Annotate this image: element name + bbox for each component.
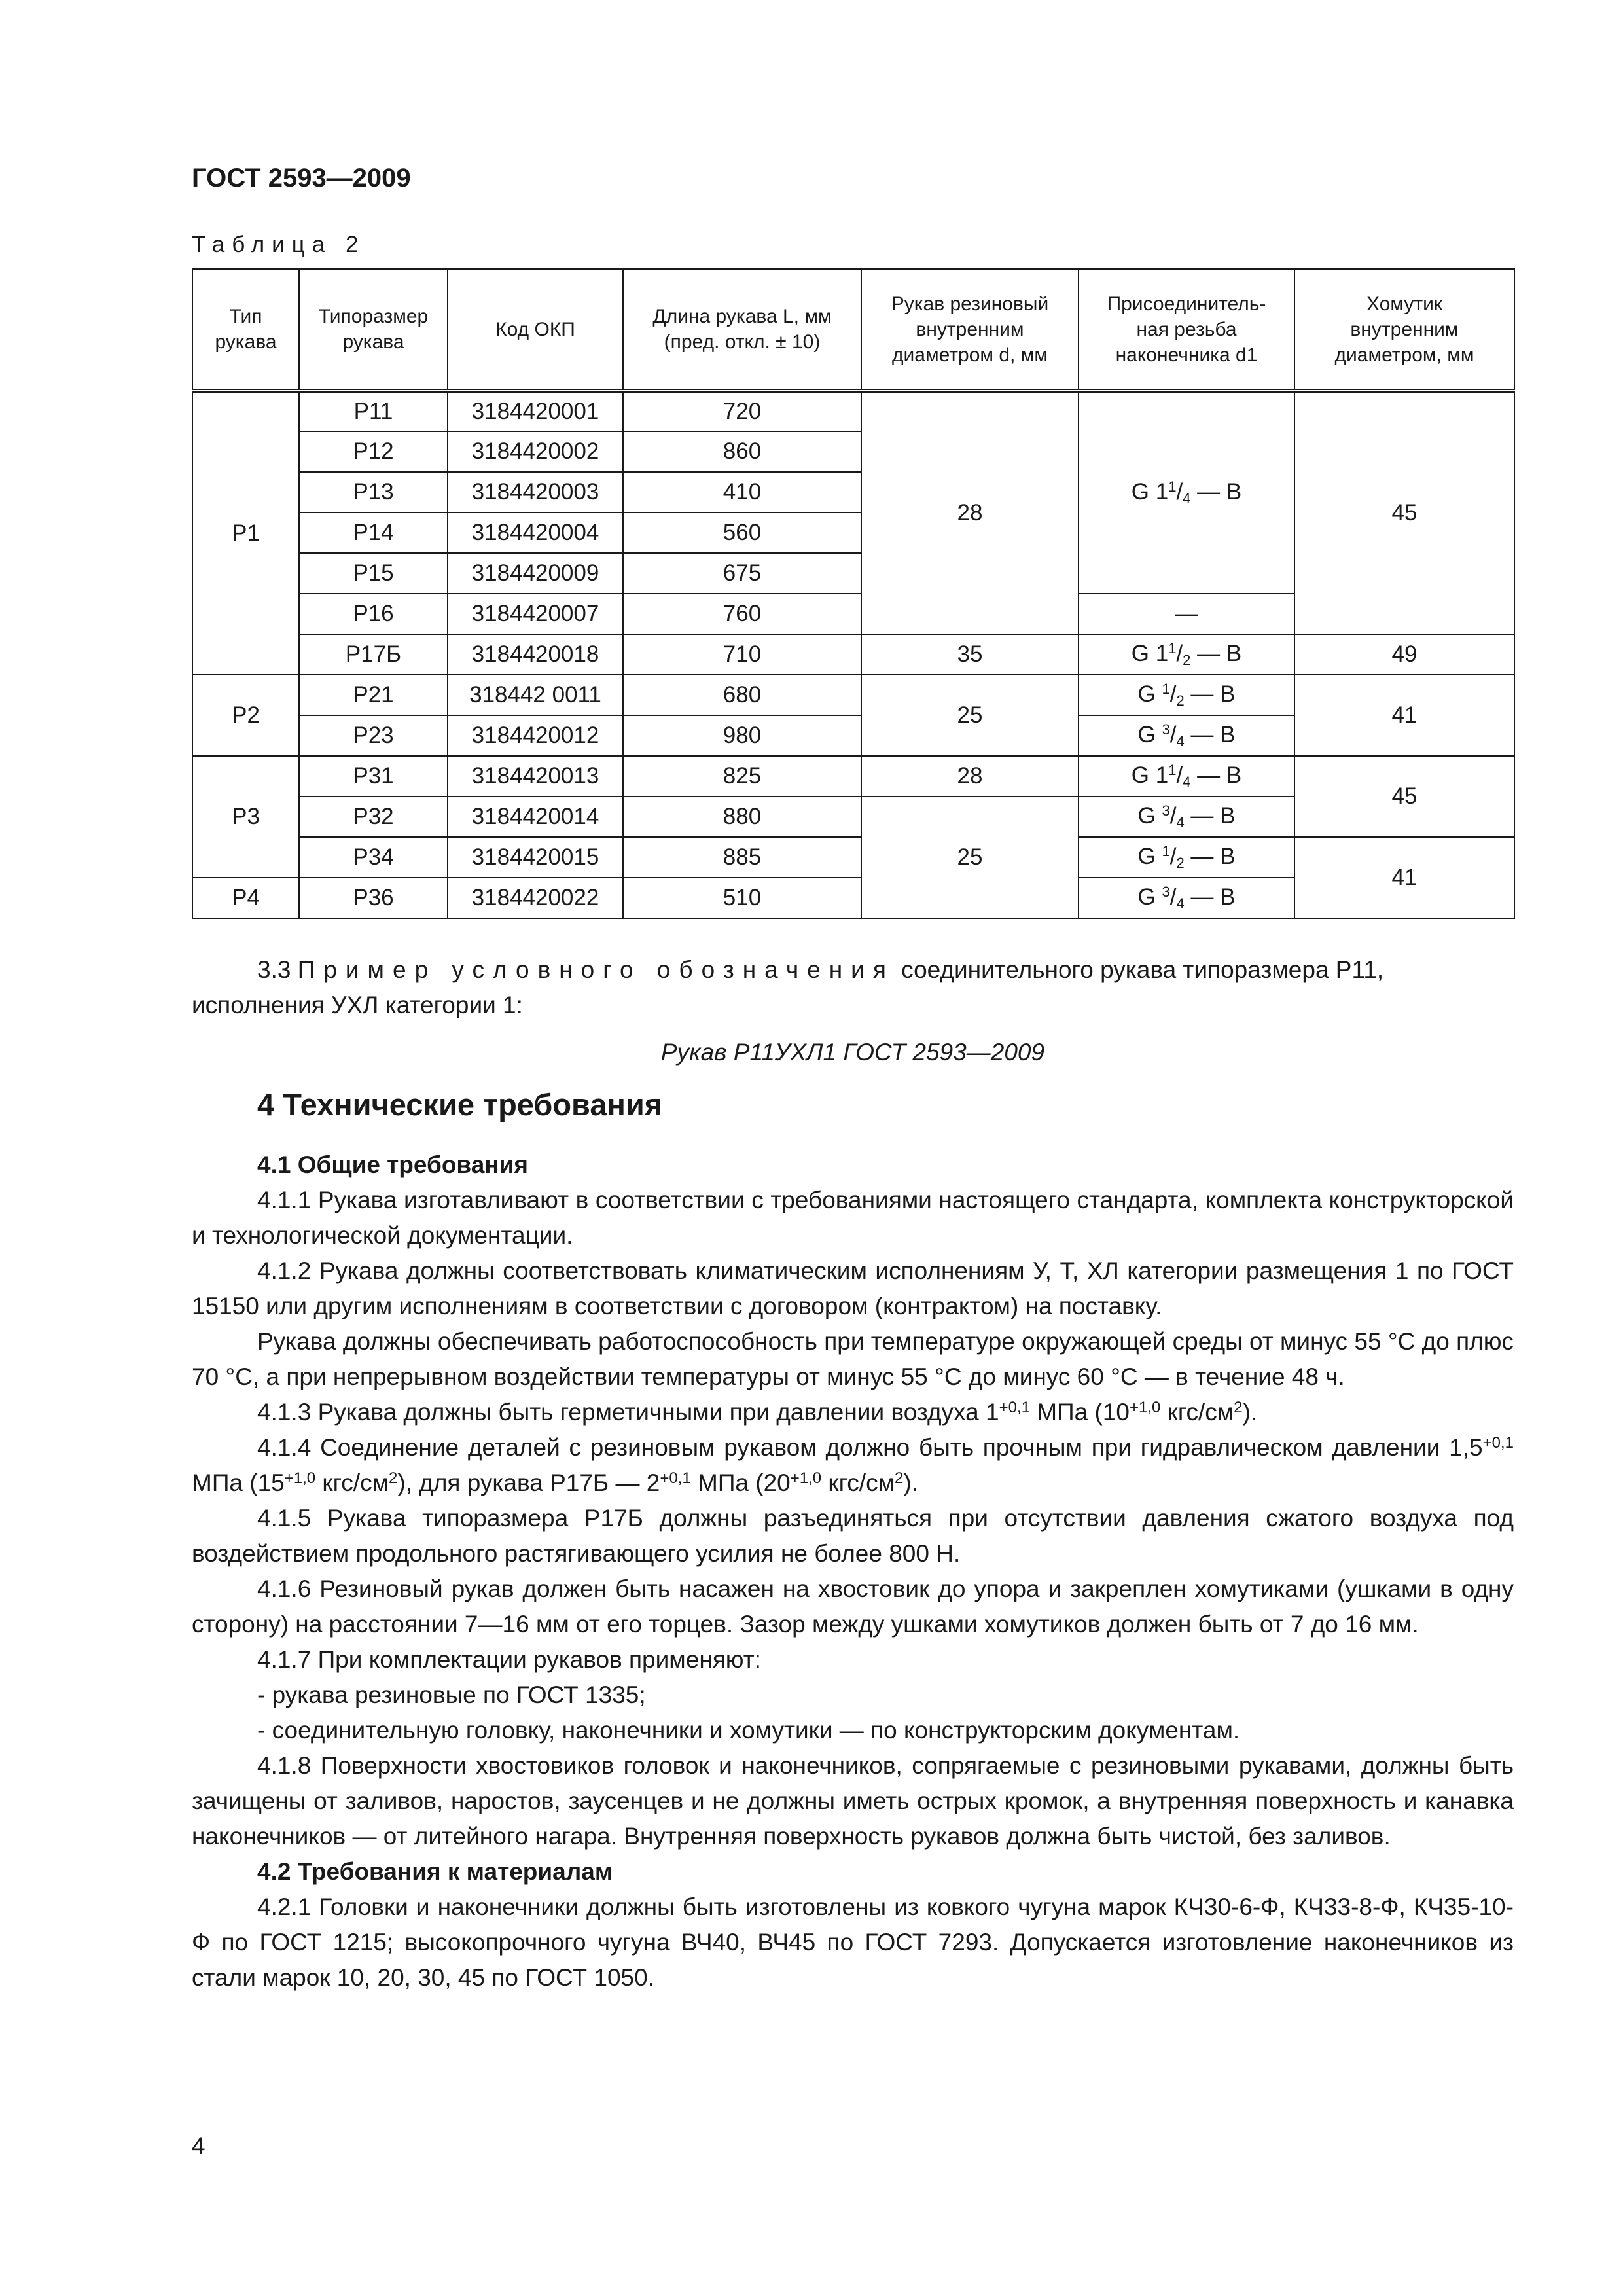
cell-clamp: 45	[1294, 756, 1514, 837]
cell-group: Р2	[192, 675, 299, 756]
cell-length: 880	[623, 797, 861, 837]
cell-thread: G $1^1/_4$ — B	[1079, 391, 1294, 594]
designation-example: Рукав Р11УХЛ1 ГОСТ 2593—2009	[660, 1039, 1045, 1066]
header-okp: Код ОКП	[448, 269, 623, 391]
paragraph: 4.1.7 При комплектации рукавов применяют:	[257, 1646, 761, 1673]
cell-size: Р32	[299, 797, 448, 837]
cell-okp: 3184420001	[448, 391, 623, 431]
cell-size: Р12	[299, 431, 448, 472]
cell-okp: 3184420007	[448, 594, 623, 634]
cell-size: Р11	[299, 391, 448, 431]
paragraph: 4.1.8 Поверхности хвостовиков головок и наконечников, сопрягаемые с резиновыми рукавами, должны быть зачищены от заливов, наростов, заусенцев и не должны иметь острых кромок, а внутренняя поверхность и канавка наконечников — от литейного нагара. Внутренняя поверхность рукавов должна быть чистой, без заливов.	[192, 1752, 1514, 1850]
cell-size: Р13	[299, 472, 448, 512]
cell-okp: 318442 0011	[448, 675, 623, 715]
section-3-3	[192, 952, 1514, 1066]
cell-length: 710	[623, 634, 861, 675]
cell-length: 675	[623, 553, 861, 594]
header-length: Длина рукава L, мм (пред. откл. ± 10)	[623, 269, 861, 391]
paragraph: 4.1.2 Рукава должны соответствовать климатическим исполнениям У, Т, ХЛ категории размещения 1 по ГОСТ 15150 или другим исполнениям в соответствии с договором (контрактом) на поставку.	[192, 1257, 1514, 1319]
header-hose: Рукав резиновый внутренним диаметром d, мм	[861, 269, 1079, 391]
cell-okp: 3184420004	[448, 512, 623, 553]
table-row	[192, 837, 1514, 878]
cell-size: Р31	[299, 756, 448, 797]
header-clamp: Хомутик внутренним диаметром, мм	[1294, 269, 1514, 391]
cell-group: Р1	[192, 391, 299, 675]
paragraph: 4.2.1 Головки и наконечники должны быть изготовлены из ковкого чугуна марок КЧ30-6-Ф, КЧ33-8-Ф, КЧ35-10-Ф по ГОСТ 1215; высокопрочного чугуна ВЧ40, ВЧ45 по ГОСТ 7293. Допускается изготовление наконечников из стали марок 10, 20, 30, 45 по ГОСТ 1050.	[192, 1893, 1514, 1991]
table-caption: Таблица 2	[192, 232, 366, 257]
page-number: 4	[192, 2132, 205, 2159]
cell-group: Р4	[192, 878, 299, 918]
table-header-row	[192, 269, 1514, 391]
cell-length: 410	[623, 472, 861, 512]
cell-thread: G $^3/_4$ — B	[1079, 715, 1294, 756]
list-item: - соединительную головку, наконечники и хомутики — по конструкторским документам.	[257, 1717, 1240, 1744]
cell-size: Р14	[299, 512, 448, 553]
cell-length: 980	[623, 715, 861, 756]
cell-length: 510	[623, 878, 861, 918]
cell-hose-d: 35	[861, 634, 1079, 675]
cell-clamp: 41	[1294, 675, 1514, 756]
cell-length: 885	[623, 837, 861, 878]
cell-okp: 3184420014	[448, 797, 623, 837]
paragraph: 4.1.6 Резиновый рукав должен быть насажен на хвостовик до упора и закреплен хомутиками (ушками в одну сторону) на расстоянии 7—16 мм от его торцев. Зазор между ушками хомутиков должен быть от 7 до 16 мм.	[192, 1575, 1514, 1638]
cell-thread: G $1^1/_2$ — B	[1079, 634, 1294, 675]
header-type: Тип рукава	[192, 269, 299, 391]
table-row	[192, 391, 1514, 431]
paragraph: 4.1.5 Рукава типоразмера Р17Б должны разъединяться при отсутствии давления сжатого воздуха под воздействием продольного растягивающего усилия не более 800 Н.	[192, 1505, 1514, 1567]
cell-thread: G $^1/_2$ — B	[1079, 675, 1294, 715]
example-intro: 3.3 Пример условного обозначения соединительного рукава типоразмера Р11,	[257, 956, 1384, 983]
cell-thread: G $^3/_4$ — B	[1079, 797, 1294, 837]
subsection-title: 4.1 Общие требования	[257, 1151, 528, 1178]
paragraph: Рукава должны обеспечивать работоспособность при температуре окружающей среды от минус 55 °С до плюс 70 °С, а при непрерывном воздействии температуры от минус 55 °С до минус 60 °С — в течение 48 ч.	[192, 1328, 1514, 1390]
cell-okp: 3184420002	[448, 431, 623, 472]
cell-length: 825	[623, 756, 861, 797]
cell-okp: 3184420012	[448, 715, 623, 756]
cell-length: 560	[623, 512, 861, 553]
cell-okp: 3184420022	[448, 878, 623, 918]
document-code: ГОСТ 2593—2009	[192, 164, 411, 192]
cell-group: Р3	[192, 756, 299, 878]
cell-length: 720	[623, 391, 861, 431]
paragraph: 4.1.4 Соединение деталей с резиновым рукавом должно быть прочным при гидравлическом давлении $1,5^{+0,1}$ МПа ($15^{+1,0}$ кгс/$см^2$), для рукава Р17Б — $2^{+0,1}$ МПа ($20^{+1,0}$ кгс/$см^2$).	[192, 1434, 1514, 1496]
cell-okp: 3184420018	[448, 634, 623, 675]
paragraph: 4.1.1 Рукава изготавливают в соответствии с требованиями настоящего стандарта, комплекта конструкторской и технологической документации.	[192, 1187, 1514, 1249]
cell-thread: G $^1/_2$ — B	[1079, 837, 1294, 878]
cell-thread: —	[1079, 594, 1294, 634]
cell-clamp: 41	[1294, 837, 1514, 918]
cell-hose-d: 28	[861, 391, 1079, 634]
cell-okp: 3184420013	[448, 756, 623, 797]
header-thread: Присоединитель- ная резьба наконечника d1	[1079, 269, 1294, 391]
cell-thread: G $1^1/_4$ — B	[1079, 756, 1294, 797]
cell-okp: 3184420003	[448, 472, 623, 512]
subsection-title: 4.2 Требования к материалам	[257, 1858, 613, 1885]
list-item: - рукава резиновые по ГОСТ 1335;	[257, 1681, 646, 1708]
example-intro-line2: исполнения УХЛ категории 1:	[192, 992, 523, 1018]
cell-thread: G $^3/_4$ — B	[1079, 878, 1294, 918]
cell-okp: 3184420015	[448, 837, 623, 878]
header-size: Типоразмер рукава	[299, 269, 448, 391]
cell-clamp: 45	[1294, 391, 1514, 634]
cell-hose-d: 25	[861, 675, 1079, 756]
cell-size: Р36	[299, 878, 448, 918]
cell-hose-d: 25	[861, 797, 1079, 918]
cell-hose-d: 28	[861, 756, 1079, 797]
cell-okp: 3184420009	[448, 553, 623, 594]
cell-size: Р17Б	[299, 634, 448, 675]
cell-clamp: 49	[1294, 634, 1514, 675]
section-title: 4 Технические требования	[257, 1087, 663, 1122]
section-4-body	[192, 1147, 1514, 1996]
spec-table	[192, 268, 1515, 919]
cell-length: 760	[623, 594, 861, 634]
table-row	[192, 675, 1514, 715]
cell-size: Р15	[299, 553, 448, 594]
table-row	[192, 756, 1514, 797]
table-row	[192, 634, 1514, 675]
cell-size: Р21	[299, 675, 448, 715]
cell-length: 680	[623, 675, 861, 715]
cell-size: Р23	[299, 715, 448, 756]
cell-size: Р34	[299, 837, 448, 878]
cell-size: Р16	[299, 594, 448, 634]
cell-length: 860	[623, 431, 861, 472]
paragraph: 4.1.3 Рукава должны быть герметичными при давлении воздуха $1^{+0,1}$ МПа ($10^{+1,0}$ кгс/$см^2$).	[257, 1399, 1258, 1426]
